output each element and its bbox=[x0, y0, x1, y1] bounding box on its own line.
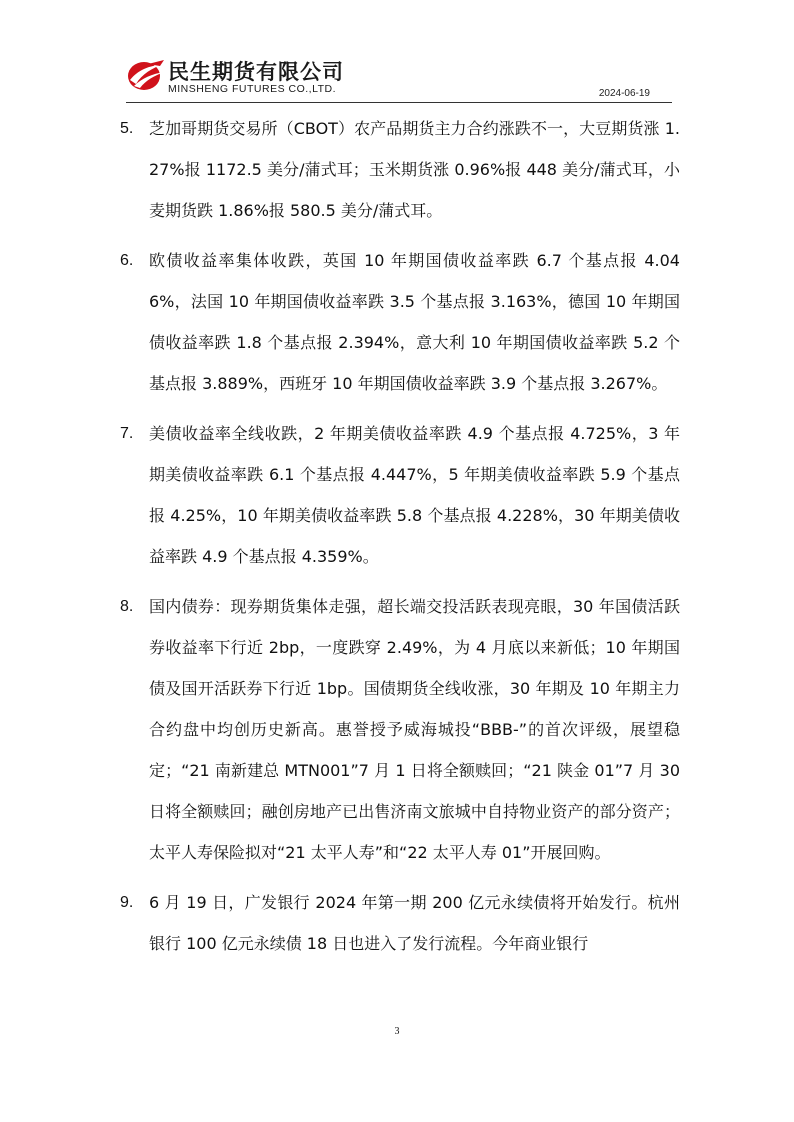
item-number: 5. bbox=[120, 120, 134, 137]
news-list bbox=[120, 108, 680, 973]
company-name-en: MINSHENG FUTURES CO.,LTD. bbox=[168, 83, 337, 95]
company-name-cn: 民生期货有限公司 bbox=[168, 60, 344, 84]
item-text: 欧债收益率集体收跌，英国 10 年期国债收益率跌 6.7 个基点报 4.046%，法国 10 年期国债收益率跌 3.5 个基点报 3.163%，德国 10 年期国债收益率跌 1.8 个基点报 2.394%，意大利 10 年期国债收益率跌 5.2 个基点报 3.889%，西班牙 10 年期国债收益率跌 3.9 个基点报 3.267%。 bbox=[149, 251, 680, 393]
item-text: 国内债券：现券期货集体走强，超长端交投活跃表现亮眼，30 年国债活跃券收益率下行近 2bp，一度跌穿 2.49%，为 4 月底以来新低；10 年期国债及国开活跃券下行近 1bp。国债期货全线收涨，30 年期及 10 年期主力合约盘中均创历史新高。惠誉授予威海城投“BBB-”的首次评级，展望稳定；“21 南新建总 MTN001”7 月 1 日将全额赎回；“21 陕金 01”7 月 30 日将全额赎回；融创房地产已出售济南文旅城中自持物业资产的部分资产；太平人寿保险拟对“21 太平人寿”和“22 太平人寿 01”开展回购。 bbox=[149, 597, 680, 862]
list-item bbox=[120, 882, 680, 964]
list-item bbox=[120, 413, 680, 577]
list-item bbox=[120, 108, 680, 231]
minsheng-logo-icon bbox=[126, 58, 166, 92]
report-date: 2024-06-19 bbox=[598, 88, 650, 99]
page-number: 3 bbox=[394, 1026, 400, 1037]
list-item bbox=[120, 586, 680, 873]
header-divider bbox=[126, 102, 672, 103]
list-item bbox=[120, 240, 680, 404]
item-number: 6. bbox=[120, 252, 134, 269]
item-number: 9. bbox=[120, 894, 134, 911]
item-number: 8. bbox=[120, 598, 134, 615]
item-number: 7. bbox=[120, 425, 134, 442]
page-header bbox=[126, 56, 672, 102]
item-text: 美债收益率全线收跌，2 年期美债收益率跌 4.9 个基点报 4.725%，3 年期美债收益率跌 6.1 个基点报 4.447%，5 年期美债收益率跌 5.9 个基点报 4.25%，10 年期美债收益率跌 5.8 个基点报 4.228%，30 年期美债收益率跌 4.9 个基点报 4.359%。 bbox=[149, 424, 680, 566]
item-text: 6 月 19 日，广发银行 2024 年第一期 200 亿元永续债将开始发行。杭州银行 100 亿元永续债 18 日也进入了发行流程。今年商业银行 bbox=[149, 893, 680, 953]
item-text: 芝加哥期货交易所（CBOT）农产品期货主力合约涨跌不一，大豆期货涨 1.27%报 1172.5 美分/蒲式耳；玉米期货涨 0.96%报 448 美分/蒲式耳，小麦期货跌 1.86%报 580.5 美分/蒲式耳。 bbox=[149, 119, 680, 220]
